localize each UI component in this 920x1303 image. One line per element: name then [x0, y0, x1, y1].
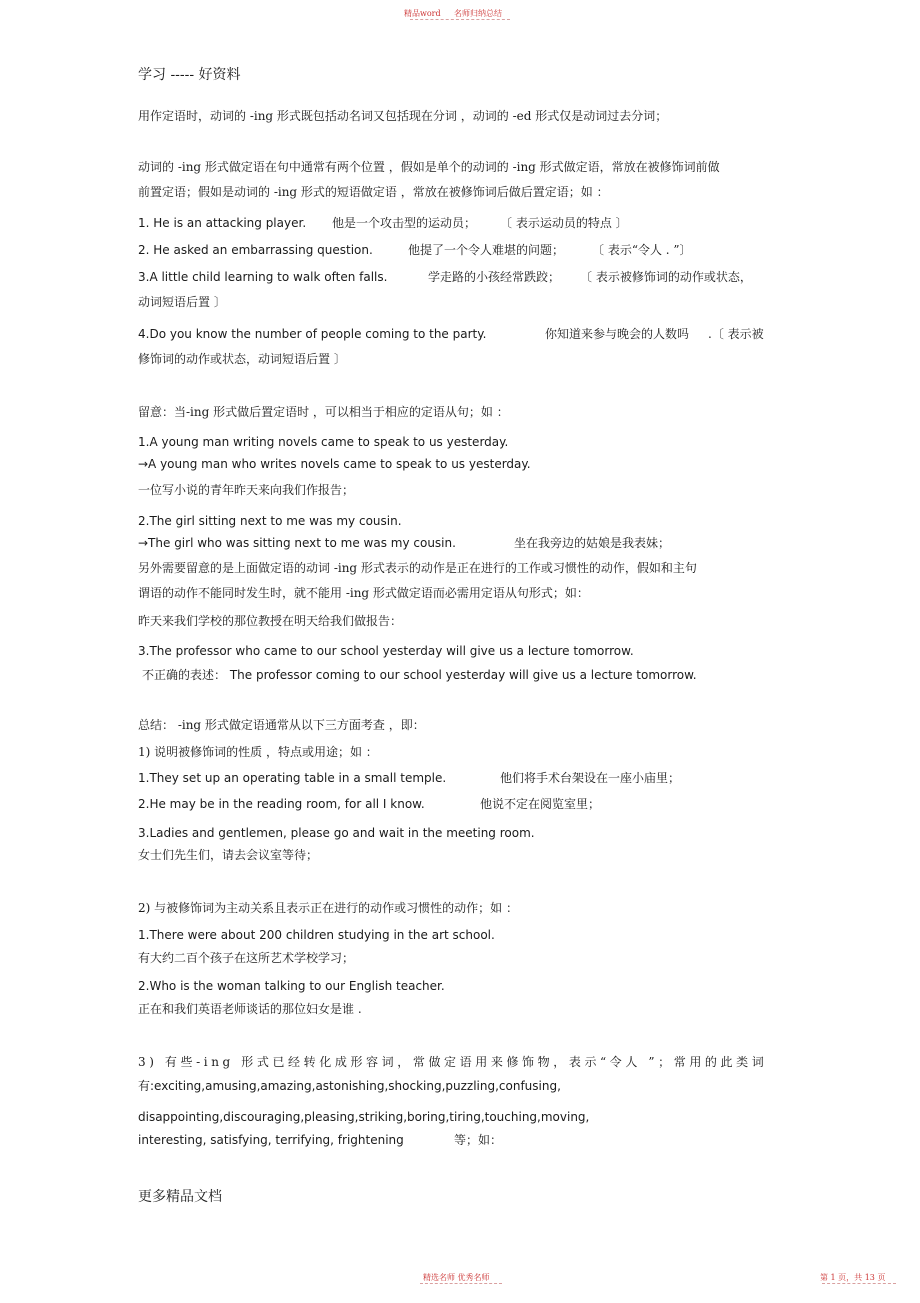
- page-number: 第 1 页，共 13 页: [820, 1273, 886, 1282]
- attention-ex1b: →A young man who writes novels came to speak to us yesterday.: [138, 457, 531, 471]
- attention-note3: 昨天来我们学校的那位教授在明天给我们做报告：: [138, 614, 403, 628]
- point1-ex1: 1.They set up an operating table in a small temple.: [138, 771, 447, 785]
- example2-note: 〔 表示“令人 . ”〕: [592, 243, 692, 257]
- point3-tail: 等；如：: [454, 1133, 503, 1147]
- attention-ex1: 1.A young man writing novels came to speak to us yesterday.: [138, 435, 509, 449]
- point3-list1: 有:exciting,amusing,amazing,astonishing,shocking,puzzling,confusing,: [138, 1079, 561, 1093]
- para1-line2: 前置定语；假如是动词的 -ing 形式的短语做定语 ，常放在被修饰词后做后置定语；如 ：: [138, 185, 609, 199]
- point2-ex1: 1.There were about 200 children studying in the art school.: [138, 928, 495, 942]
- point1-ex1-zh: 他们将手术台架设在一座小庙里；: [500, 771, 681, 785]
- example4-zh: 你知道来参与晚会的人数吗: [545, 327, 690, 341]
- example4-en: 4.Do you know the number of people coming to the party.: [138, 327, 487, 341]
- summary-point2: 2) 与被修饰词为主动关系且表示正在进行的动作或习惯性的动作；如 ：: [138, 901, 518, 915]
- page-title: 学习 ----- 好资料: [138, 67, 241, 83]
- footer-right-divider: [822, 1283, 896, 1284]
- example3-zh: 学走路的小孩经常跌跤；: [428, 270, 561, 284]
- point2-ex1-zh: 有大约二百个孩子在这所艺术学校学习；: [138, 951, 355, 965]
- point1-ex2: 2.He may be in the reading room, for all I know.: [138, 797, 425, 811]
- example2-zh: 他提了一个令人难堪的问题；: [408, 243, 565, 257]
- footer-center: 精选名师 优秀名师: [423, 1273, 490, 1282]
- example3-note2: 动词短语后置 〕: [138, 295, 226, 309]
- attention-ex3-wrong: 不正确的表述： The professor coming to our school yesterday will give us a lecture tomorrow.: [142, 668, 697, 682]
- para1-line1: 动词的 -ing 形式做定语在句中通常有两个位置 ，假如是单个的动词的 -ing 形式做定语，常放在被修饰词前做: [138, 160, 720, 174]
- example2-en: 2. He asked an embarrassing question.: [138, 243, 373, 257]
- example3-note: 〔 表示被修饰词的动作或状态，: [580, 270, 752, 284]
- point1-ex2-zh: 他说不定在阅览室里；: [480, 797, 601, 811]
- point2-ex2-zh: 正在和我们英语老师谈话的那位妇女是谁 .: [138, 1002, 362, 1016]
- point2-ex2: 2.Who is the woman talking to our English teacher.: [138, 979, 445, 993]
- example1-en: 1. He is an attacking player.: [138, 216, 307, 230]
- attention-ex2b: →The girl who was sitting next to me was my cousin.: [138, 536, 456, 550]
- attention-note2: 谓语的动作不能同时发生时，就不能用 -ing 形式做定语而必需用定语从句形式；如：: [138, 586, 589, 600]
- point1-ex3-zh: 女士们先生们，请去会议室等待；: [138, 848, 319, 862]
- example1-zh: 他是一个攻击型的运动员；: [332, 216, 477, 230]
- header-left: 精品word: [404, 9, 441, 18]
- header-right: 名师归纳总结: [454, 9, 502, 18]
- example1-note: 〔 表示运动员的特点 〕: [500, 216, 628, 230]
- summary-point3: 3) 有些-ing 形式已经转化成形容词，常做定语用来修饰物，表示“令人 ”；常用的此类词: [138, 1055, 768, 1069]
- example3-en: 3.A little child learning to walk often falls.: [138, 270, 388, 284]
- attention-note1: 另外需要留意的是上面做定语的动词 -ing 形式表示的动作是正在进行的工作或习惯性的动作，假如和主句: [138, 561, 697, 575]
- intro-line: 用作定语时，动词的 -ing 形式既包括动名词又包括现在分词 ，动词的 -ed 形式仅是动词过去分词；: [138, 109, 668, 123]
- summary-point1: 1) 说明被修饰词的性质 ，特点或用途；如 ：: [138, 745, 378, 759]
- footer-center-divider: [420, 1283, 502, 1284]
- attention-ex2: 2.The girl sitting next to me was my cousin.: [138, 514, 402, 528]
- attention-ex3: 3.The professor who came to our school yesterday will give us a lecture tomorrow.: [138, 644, 634, 658]
- example4-note2: 修饰词的动作或状态，动词短语后置 〕: [138, 352, 346, 366]
- point3-list3: interesting, satisfying, terrifying, frightening: [138, 1133, 404, 1147]
- attention-ex1zh: 一位写小说的青年昨天来向我们作报告；: [138, 483, 355, 497]
- more-docs: 更多精品文档: [138, 1189, 222, 1205]
- example4-note: .〔 表示被: [708, 327, 764, 341]
- point3-list2: disappointing,discouraging,pleasing,striking,boring,tiring,touching,moving,: [138, 1110, 590, 1124]
- attention-line: 留意：当-ing 形式做后置定语时 ，可以相当于相应的定语从句；如 ：: [138, 405, 509, 419]
- point1-ex3: 3.Ladies and gentlemen, please go and wait in the meeting room.: [138, 826, 535, 840]
- attention-ex2zh: 坐在我旁边的姑娘是我表妹；: [514, 536, 671, 550]
- summary-line: 总结： -ing 形式做定语通常从以下三方面考查 ，即：: [138, 718, 425, 732]
- header-divider: [410, 19, 510, 20]
